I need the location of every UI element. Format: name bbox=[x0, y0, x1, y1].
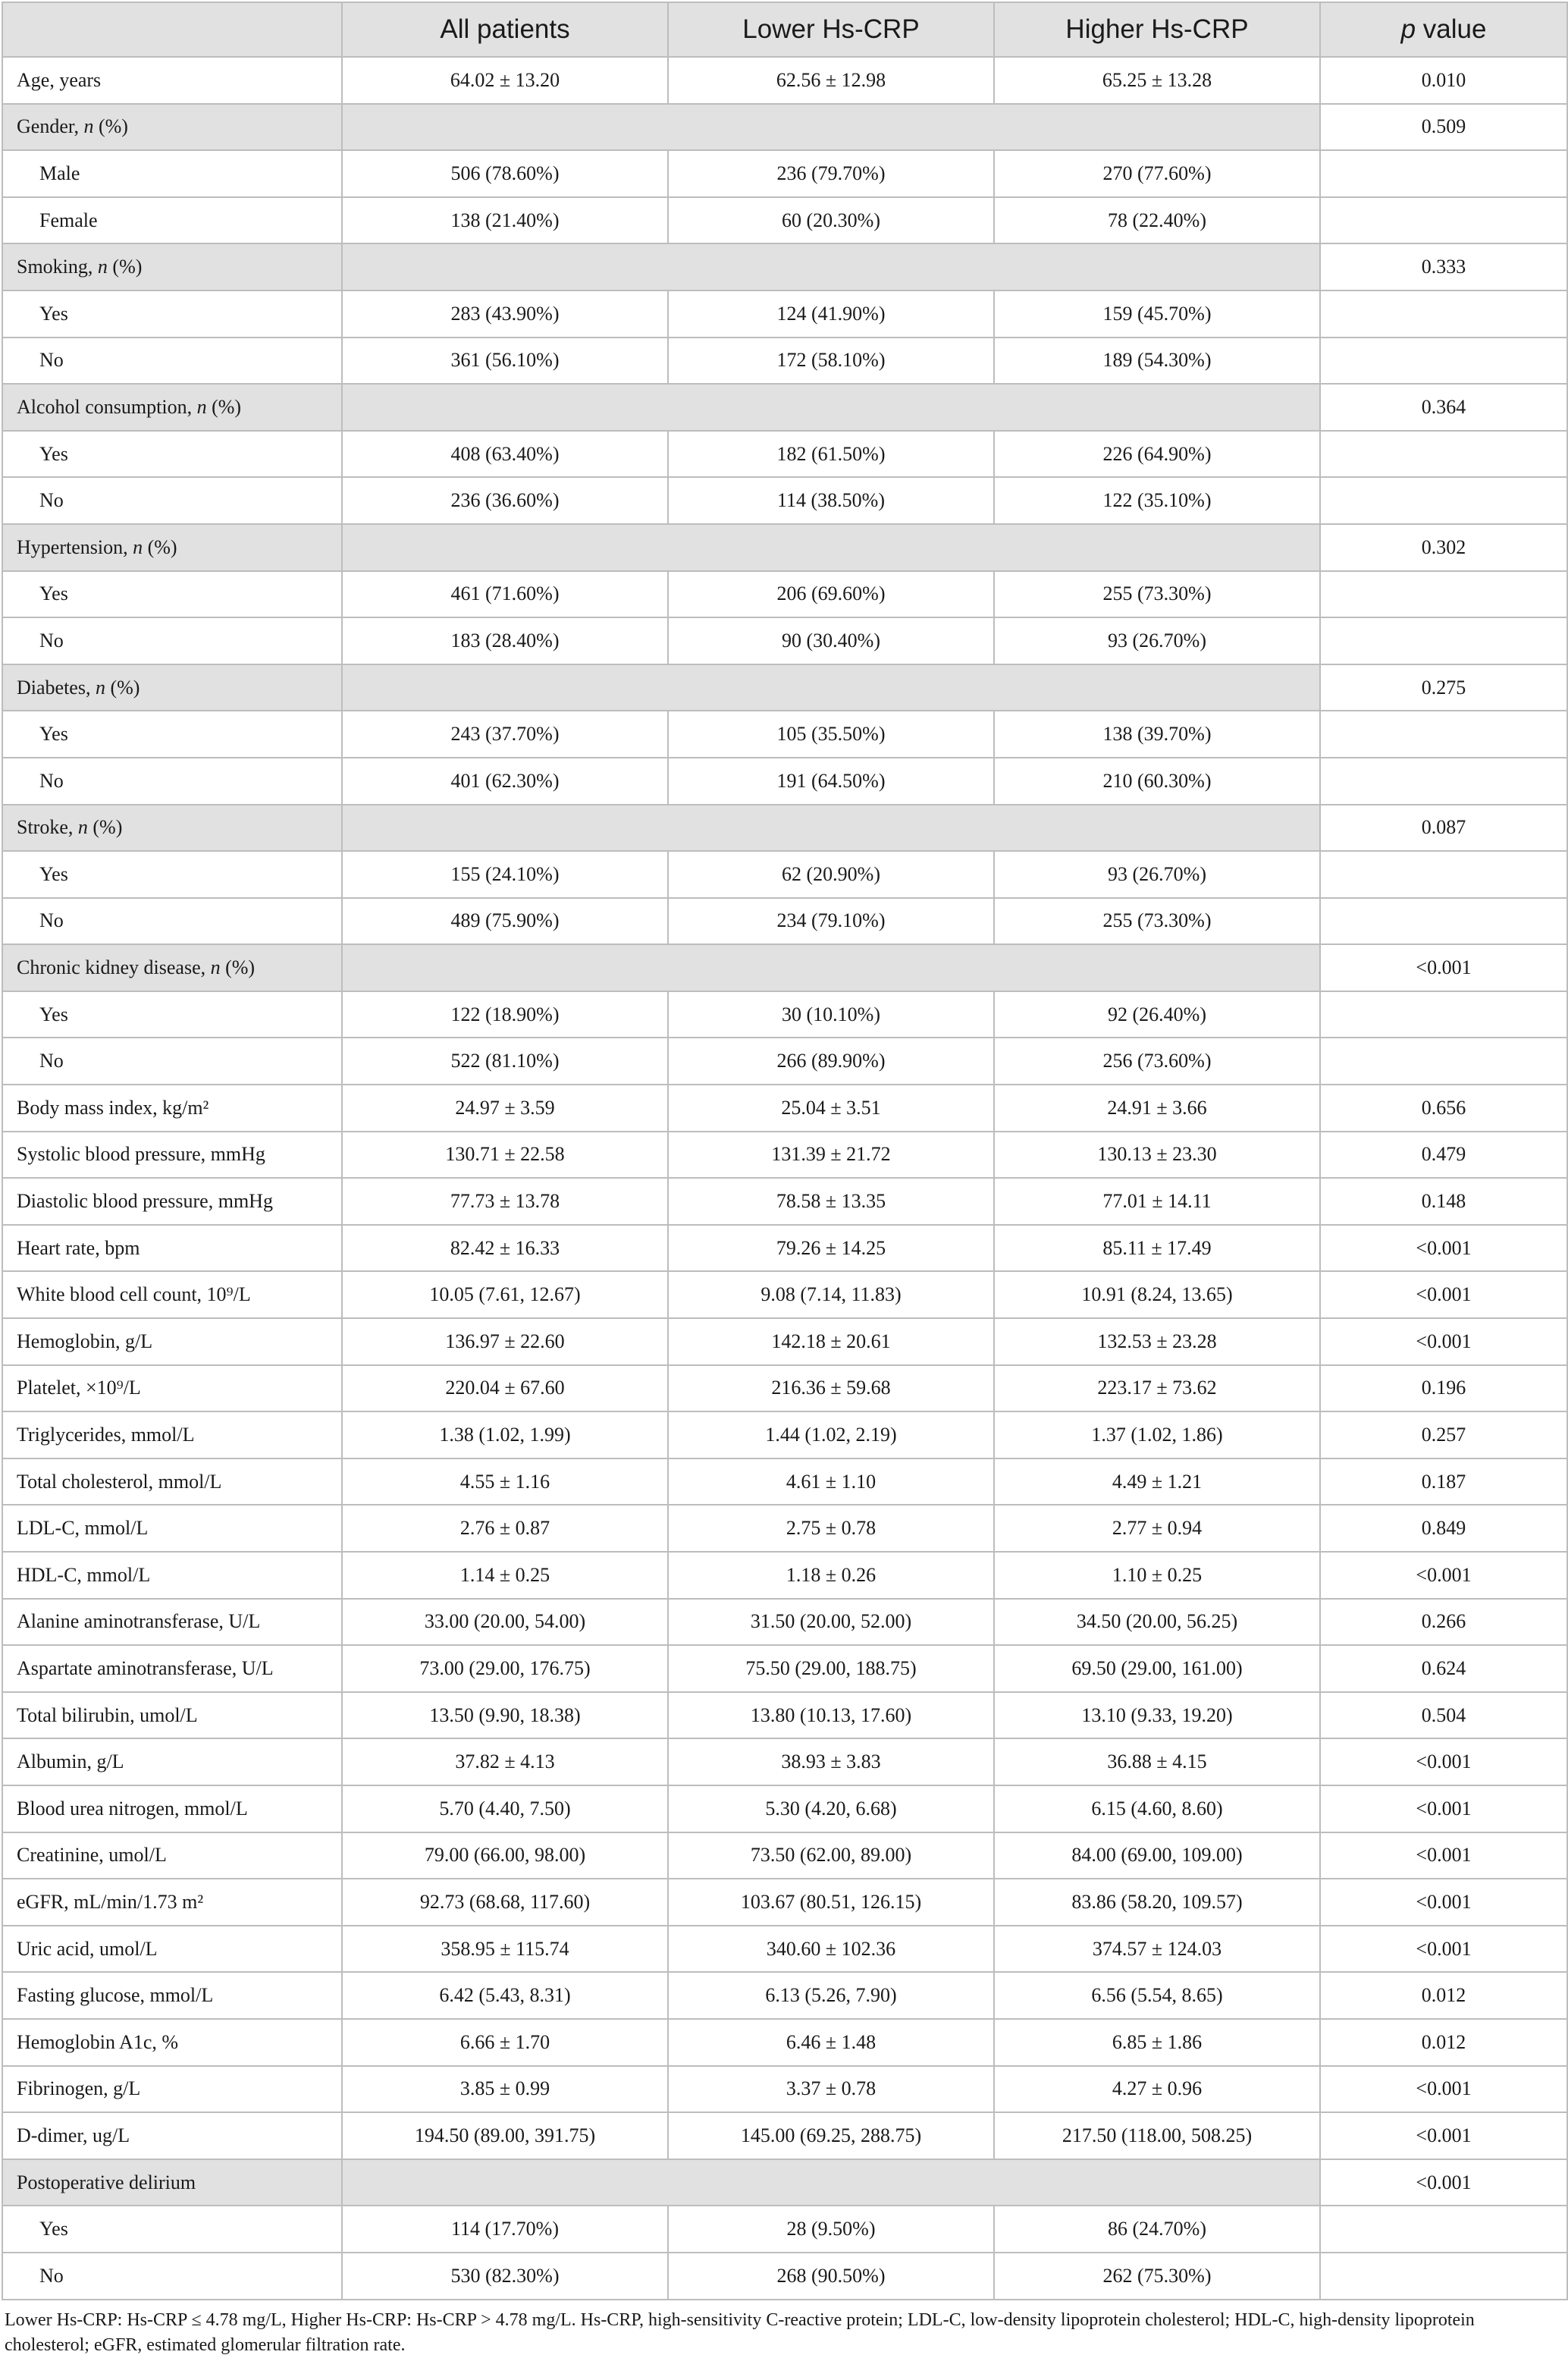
table-row bbox=[2, 338, 1567, 385]
table-row bbox=[2, 1972, 1567, 2019]
variable-label: Uric acid, umol/L bbox=[2, 1926, 342, 1973]
lower-hs-crp-value: 90 (30.40%) bbox=[668, 617, 994, 664]
variable-label: White blood cell count, 10⁹/L bbox=[2, 1271, 342, 1318]
p-value bbox=[1320, 2206, 1567, 2253]
subcategory-label: No bbox=[2, 617, 342, 664]
p-value: 0.010 bbox=[1320, 57, 1567, 104]
subcategory-label: Yes bbox=[2, 991, 342, 1038]
p-value: 0.849 bbox=[1320, 1505, 1567, 1552]
higher-hs-crp-value: 2.77 ± 0.94 bbox=[994, 1505, 1320, 1552]
table-row bbox=[2, 290, 1567, 338]
all-patients-value: 13.50 (9.90, 18.38) bbox=[342, 1692, 668, 1739]
lower-hs-crp-value: 236 (79.70%) bbox=[668, 150, 994, 197]
higher-hs-crp-value: 6.85 ± 1.86 bbox=[994, 2019, 1320, 2066]
lower-hs-crp-value: 103.67 (80.51, 126.15) bbox=[668, 1879, 994, 1926]
subcategory-label: No bbox=[2, 1038, 342, 1085]
variable-label: Triglycerides, mmol/L bbox=[2, 1411, 342, 1458]
lower-hs-crp-value: 75.50 (29.00, 188.75) bbox=[668, 1645, 994, 1692]
table-row bbox=[2, 1879, 1567, 1926]
p-value bbox=[1320, 898, 1567, 945]
subcategory-label: Yes bbox=[2, 571, 342, 618]
all-patients-value: 236 (36.60%) bbox=[342, 477, 668, 524]
p-value: <0.001 bbox=[1320, 1552, 1567, 1599]
header-p-value: p value bbox=[1320, 2, 1567, 57]
p-value: 0.196 bbox=[1320, 1365, 1567, 1412]
lower-hs-crp-value: 105 (35.50%) bbox=[668, 711, 994, 758]
p-value bbox=[1320, 571, 1567, 618]
p-value bbox=[1320, 851, 1567, 898]
all-patients-value: 79.00 (66.00, 98.00) bbox=[342, 1832, 668, 1879]
variable-label: Fibrinogen, g/L bbox=[2, 2066, 342, 2113]
p-value: 0.012 bbox=[1320, 1972, 1567, 2019]
table-row bbox=[2, 711, 1567, 758]
higher-hs-crp-value: 77.01 ± 14.11 bbox=[994, 1178, 1320, 1225]
p-symbol: p bbox=[1400, 14, 1416, 44]
lower-hs-crp-value: 6.46 ± 1.48 bbox=[668, 2019, 994, 2066]
header-higher-hs-crp: Higher Hs-CRP bbox=[994, 2, 1320, 57]
p-value: <0.001 bbox=[1320, 1879, 1567, 1926]
table-row bbox=[2, 477, 1567, 524]
table-row bbox=[2, 1085, 1567, 1132]
higher-hs-crp-value: 1.10 ± 0.25 bbox=[994, 1552, 1320, 1599]
table-row bbox=[2, 851, 1567, 898]
subcategory-label: No bbox=[2, 477, 342, 524]
table-row bbox=[2, 1365, 1567, 1412]
table-row bbox=[2, 1738, 1567, 1785]
variable-label: Chronic kidney disease, n (%) bbox=[2, 944, 342, 991]
higher-hs-crp-value: 130.13 ± 23.30 bbox=[994, 1132, 1320, 1179]
variable-label: Postoperative delirium bbox=[2, 2159, 342, 2206]
lower-hs-crp-value: 234 (79.10%) bbox=[668, 898, 994, 945]
higher-hs-crp-value: 6.15 (4.60, 8.60) bbox=[994, 1785, 1320, 1832]
p-value: 0.187 bbox=[1320, 1458, 1567, 1506]
variable-label: LDL-C, mmol/L bbox=[2, 1505, 342, 1552]
category-row bbox=[2, 944, 1567, 991]
all-patients-value: 408 (63.40%) bbox=[342, 431, 668, 478]
p-value bbox=[1320, 1038, 1567, 1085]
subcategory-label: Yes bbox=[2, 851, 342, 898]
lower-hs-crp-value: 266 (89.90%) bbox=[668, 1038, 994, 1085]
higher-hs-crp-value: 86 (24.70%) bbox=[994, 2206, 1320, 2253]
table-row bbox=[2, 1692, 1567, 1739]
p-value: 0.302 bbox=[1320, 524, 1567, 571]
variable-label: Age, years bbox=[2, 57, 342, 104]
n-symbol: n bbox=[83, 115, 94, 138]
p-value: 0.479 bbox=[1320, 1132, 1567, 1179]
category-span-cell bbox=[342, 524, 1320, 571]
lower-hs-crp-value: 79.26 ± 14.25 bbox=[668, 1225, 994, 1272]
table-row bbox=[2, 2112, 1567, 2159]
p-value: 0.275 bbox=[1320, 664, 1567, 711]
higher-hs-crp-value: 217.50 (118.00, 508.25) bbox=[994, 2112, 1320, 2159]
table-row bbox=[2, 1318, 1567, 1365]
lower-hs-crp-value: 62.56 ± 12.98 bbox=[668, 57, 994, 104]
all-patients-value: 122 (18.90%) bbox=[342, 991, 668, 1038]
table-row bbox=[2, 1038, 1567, 1085]
table-row bbox=[2, 2253, 1567, 2300]
header-row bbox=[2, 2, 1567, 57]
table-row bbox=[2, 57, 1567, 104]
variable-label: eGFR, mL/min/1.73 m² bbox=[2, 1879, 342, 1926]
table-row bbox=[2, 1599, 1567, 1646]
p-value: <0.001 bbox=[1320, 1738, 1567, 1785]
variable-label: Gender, n (%) bbox=[2, 104, 342, 151]
higher-hs-crp-value: 223.17 ± 73.62 bbox=[994, 1365, 1320, 1412]
p-value bbox=[1320, 758, 1567, 805]
header-lower-hs-crp: Lower Hs-CRP bbox=[668, 2, 994, 57]
p-value bbox=[1320, 991, 1567, 1038]
table-row bbox=[2, 197, 1567, 244]
variable-label: Stroke, n (%) bbox=[2, 805, 342, 852]
variable-label: D-dimer, ug/L bbox=[2, 2112, 342, 2159]
n-symbol: n bbox=[196, 395, 207, 418]
all-patients-value: 6.66 ± 1.70 bbox=[342, 2019, 668, 2066]
higher-hs-crp-value: 262 (75.30%) bbox=[994, 2253, 1320, 2300]
subcategory-label: Yes bbox=[2, 2206, 342, 2253]
all-patients-value: 401 (62.30%) bbox=[342, 758, 668, 805]
lower-hs-crp-value: 191 (64.50%) bbox=[668, 758, 994, 805]
n-symbol: n bbox=[97, 256, 108, 278]
p-value bbox=[1320, 711, 1567, 758]
variable-label: Systolic blood pressure, mmHg bbox=[2, 1132, 342, 1179]
variable-label: Total cholesterol, mmol/L bbox=[2, 1458, 342, 1506]
lower-hs-crp-value: 5.30 (4.20, 6.68) bbox=[668, 1785, 994, 1832]
category-span-cell bbox=[342, 805, 1320, 852]
variable-label: Creatinine, umol/L bbox=[2, 1832, 342, 1879]
lower-hs-crp-value: 3.37 ± 0.78 bbox=[668, 2066, 994, 2113]
table-row bbox=[2, 571, 1567, 618]
table-row bbox=[2, 1785, 1567, 1832]
table-row bbox=[2, 150, 1567, 197]
all-patients-value: 155 (24.10%) bbox=[342, 851, 668, 898]
higher-hs-crp-value: 93 (26.70%) bbox=[994, 617, 1320, 664]
higher-hs-crp-value: 36.88 ± 4.15 bbox=[994, 1738, 1320, 1785]
lower-hs-crp-value: 206 (69.60%) bbox=[668, 571, 994, 618]
higher-hs-crp-value: 270 (77.60%) bbox=[994, 150, 1320, 197]
table-row bbox=[2, 1832, 1567, 1879]
all-patients-value: 73.00 (29.00, 176.75) bbox=[342, 1645, 668, 1692]
p-value bbox=[1320, 290, 1567, 338]
higher-hs-crp-value: 226 (64.90%) bbox=[994, 431, 1320, 478]
lower-hs-crp-value: 145.00 (69.25, 288.75) bbox=[668, 2112, 994, 2159]
higher-hs-crp-value: 69.50 (29.00, 161.00) bbox=[994, 1645, 1320, 1692]
subcategory-label: No bbox=[2, 898, 342, 945]
all-patients-value: 5.70 (4.40, 7.50) bbox=[342, 1785, 668, 1832]
lower-hs-crp-value: 9.08 (7.14, 11.83) bbox=[668, 1271, 994, 1318]
all-patients-value: 220.04 ± 67.60 bbox=[342, 1365, 668, 1412]
table-row bbox=[2, 898, 1567, 945]
n-symbol: n bbox=[210, 956, 221, 979]
all-patients-value: 506 (78.60%) bbox=[342, 150, 668, 197]
variable-label: Platelet, ×10⁹/L bbox=[2, 1365, 342, 1412]
table-body bbox=[2, 57, 1567, 2300]
p-value: 0.087 bbox=[1320, 805, 1567, 852]
all-patients-value: 530 (82.30%) bbox=[342, 2253, 668, 2300]
higher-hs-crp-value: 1.37 (1.02, 1.86) bbox=[994, 1411, 1320, 1458]
lower-hs-crp-value: 60 (20.30%) bbox=[668, 197, 994, 244]
all-patients-value: 358.95 ± 115.74 bbox=[342, 1926, 668, 1973]
lower-hs-crp-value: 6.13 (5.26, 7.90) bbox=[668, 1972, 994, 2019]
table-row bbox=[2, 1132, 1567, 1179]
lower-hs-crp-value: 124 (41.90%) bbox=[668, 290, 994, 338]
variable-label: HDL-C, mmol/L bbox=[2, 1552, 342, 1599]
category-row bbox=[2, 243, 1567, 290]
higher-hs-crp-value: 92 (26.40%) bbox=[994, 991, 1320, 1038]
table-row bbox=[2, 2206, 1567, 2253]
higher-hs-crp-value: 255 (73.30%) bbox=[994, 571, 1320, 618]
lower-hs-crp-value: 268 (90.50%) bbox=[668, 2253, 994, 2300]
lower-hs-crp-value: 25.04 ± 3.51 bbox=[668, 1085, 994, 1132]
p-value bbox=[1320, 477, 1567, 524]
table-row bbox=[2, 1271, 1567, 1318]
lower-hs-crp-value: 172 (58.10%) bbox=[668, 338, 994, 385]
lower-hs-crp-value: 142.18 ± 20.61 bbox=[668, 1318, 994, 1365]
subcategory-label: No bbox=[2, 758, 342, 805]
table-row bbox=[2, 1458, 1567, 1506]
lower-hs-crp-value: 2.75 ± 0.78 bbox=[668, 1505, 994, 1552]
all-patients-value: 283 (43.90%) bbox=[342, 290, 668, 338]
p-value: <0.001 bbox=[1320, 1225, 1567, 1272]
variable-label: Diastolic blood pressure, mmHg bbox=[2, 1178, 342, 1225]
category-row bbox=[2, 384, 1567, 431]
category-row bbox=[2, 664, 1567, 711]
all-patients-value: 243 (37.70%) bbox=[342, 711, 668, 758]
all-patients-value: 77.73 ± 13.78 bbox=[342, 1178, 668, 1225]
p-value bbox=[1320, 2253, 1567, 2300]
all-patients-value: 1.38 (1.02, 1.99) bbox=[342, 1411, 668, 1458]
higher-hs-crp-value: 6.56 (5.54, 8.65) bbox=[994, 1972, 1320, 2019]
p-value: <0.001 bbox=[1320, 2159, 1567, 2206]
category-row bbox=[2, 805, 1567, 852]
p-value bbox=[1320, 617, 1567, 664]
higher-hs-crp-value: 78 (22.40%) bbox=[994, 197, 1320, 244]
table-row bbox=[2, 1926, 1567, 1973]
n-symbol: n bbox=[133, 535, 143, 558]
all-patients-value: 4.55 ± 1.16 bbox=[342, 1458, 668, 1506]
table-row bbox=[2, 1411, 1567, 1458]
lower-hs-crp-value: 131.39 ± 21.72 bbox=[668, 1132, 994, 1179]
higher-hs-crp-value: 10.91 (8.24, 13.65) bbox=[994, 1271, 1320, 1318]
subcategory-label: Female bbox=[2, 197, 342, 244]
all-patients-value: 2.76 ± 0.87 bbox=[342, 1505, 668, 1552]
higher-hs-crp-value: 256 (73.60%) bbox=[994, 1038, 1320, 1085]
higher-hs-crp-value: 122 (35.10%) bbox=[994, 477, 1320, 524]
all-patients-value: 92.73 (68.68, 117.60) bbox=[342, 1879, 668, 1926]
table-row bbox=[2, 758, 1567, 805]
lower-hs-crp-value: 78.58 ± 13.35 bbox=[668, 1178, 994, 1225]
higher-hs-crp-value: 189 (54.30%) bbox=[994, 338, 1320, 385]
all-patients-value: 183 (28.40%) bbox=[342, 617, 668, 664]
higher-hs-crp-value: 374.57 ± 124.03 bbox=[994, 1926, 1320, 1973]
table-row bbox=[2, 991, 1567, 1038]
higher-hs-crp-value: 84.00 (69.00, 109.00) bbox=[994, 1832, 1320, 1879]
baseline-characteristics-table bbox=[2, 2, 1568, 2300]
subcategory-label: No bbox=[2, 2253, 342, 2300]
variable-label: Hemoglobin A1c, % bbox=[2, 2019, 342, 2066]
all-patients-value: 3.85 ± 0.99 bbox=[342, 2066, 668, 2113]
table-row bbox=[2, 1225, 1567, 1272]
variable-label: Heart rate, bpm bbox=[2, 1225, 342, 1272]
p-value bbox=[1320, 431, 1567, 478]
all-patients-value: 82.42 ± 16.33 bbox=[342, 1225, 668, 1272]
category-span-cell bbox=[342, 2159, 1320, 2206]
category-span-cell bbox=[342, 664, 1320, 711]
table-row bbox=[2, 1552, 1567, 1599]
variable-label: Total bilirubin, umol/L bbox=[2, 1692, 342, 1739]
higher-hs-crp-value: 138 (39.70%) bbox=[994, 711, 1320, 758]
variable-label: Diabetes, n (%) bbox=[2, 664, 342, 711]
p-value: <0.001 bbox=[1320, 944, 1567, 991]
higher-hs-crp-value: 4.27 ± 0.96 bbox=[994, 2066, 1320, 2113]
all-patients-value: 37.82 ± 4.13 bbox=[342, 1738, 668, 1785]
subcategory-label: Yes bbox=[2, 711, 342, 758]
lower-hs-crp-value: 30 (10.10%) bbox=[668, 991, 994, 1038]
all-patients-value: 10.05 (7.61, 12.67) bbox=[342, 1271, 668, 1318]
lower-hs-crp-value: 1.18 ± 0.26 bbox=[668, 1552, 994, 1599]
lower-hs-crp-value: 31.50 (20.00, 52.00) bbox=[668, 1599, 994, 1646]
table-row bbox=[2, 431, 1567, 478]
all-patients-value: 130.71 ± 22.58 bbox=[342, 1132, 668, 1179]
higher-hs-crp-value: 83.86 (58.20, 109.57) bbox=[994, 1879, 1320, 1926]
p-value: 0.148 bbox=[1320, 1178, 1567, 1225]
all-patients-value: 361 (56.10%) bbox=[342, 338, 668, 385]
lower-hs-crp-value: 182 (61.50%) bbox=[668, 431, 994, 478]
p-value: <0.001 bbox=[1320, 1318, 1567, 1365]
all-patients-value: 33.00 (20.00, 54.00) bbox=[342, 1599, 668, 1646]
category-row bbox=[2, 104, 1567, 151]
variable-label: Aspartate aminotransferase, U/L bbox=[2, 1645, 342, 1692]
all-patients-value: 194.50 (89.00, 391.75) bbox=[342, 2112, 668, 2159]
lower-hs-crp-value: 38.93 ± 3.83 bbox=[668, 1738, 994, 1785]
table-row bbox=[2, 1178, 1567, 1225]
higher-hs-crp-value: 132.53 ± 23.28 bbox=[994, 1318, 1320, 1365]
category-span-cell bbox=[342, 243, 1320, 290]
p-value: 0.012 bbox=[1320, 2019, 1567, 2066]
p-value: 0.257 bbox=[1320, 1411, 1567, 1458]
category-row bbox=[2, 2159, 1567, 2206]
p-value: <0.001 bbox=[1320, 1785, 1567, 1832]
variable-label: Hypertension, n (%) bbox=[2, 524, 342, 571]
variable-label: Albumin, g/L bbox=[2, 1738, 342, 1785]
higher-hs-crp-value: 85.11 ± 17.49 bbox=[994, 1225, 1320, 1272]
lower-hs-crp-value: 114 (38.50%) bbox=[668, 477, 994, 524]
p-value bbox=[1320, 150, 1567, 197]
higher-hs-crp-value: 65.25 ± 13.28 bbox=[994, 57, 1320, 104]
variable-label: Hemoglobin, g/L bbox=[2, 1318, 342, 1365]
lower-hs-crp-value: 73.50 (62.00, 89.00) bbox=[668, 1832, 994, 1879]
variable-label: Alanine aminotransferase, U/L bbox=[2, 1599, 342, 1646]
p-value: <0.001 bbox=[1320, 1832, 1567, 1879]
p-value: 0.266 bbox=[1320, 1599, 1567, 1646]
all-patients-value: 136.97 ± 22.60 bbox=[342, 1318, 668, 1365]
all-patients-value: 64.02 ± 13.20 bbox=[342, 57, 668, 104]
lower-hs-crp-value: 340.60 ± 102.36 bbox=[668, 1926, 994, 1973]
p-value: 0.656 bbox=[1320, 1085, 1567, 1132]
lower-hs-crp-value: 13.80 (10.13, 17.60) bbox=[668, 1692, 994, 1739]
p-value: 0.624 bbox=[1320, 1645, 1567, 1692]
p-value: <0.001 bbox=[1320, 1271, 1567, 1318]
table-row bbox=[2, 617, 1567, 664]
all-patients-value: 522 (81.10%) bbox=[342, 1038, 668, 1085]
p-value: 0.364 bbox=[1320, 384, 1567, 431]
higher-hs-crp-value: 34.50 (20.00, 56.25) bbox=[994, 1599, 1320, 1646]
subcategory-label: Male bbox=[2, 150, 342, 197]
variable-label: Body mass index, kg/m² bbox=[2, 1085, 342, 1132]
lower-hs-crp-value: 4.61 ± 1.10 bbox=[668, 1458, 994, 1506]
n-symbol: n bbox=[77, 816, 88, 839]
all-patients-value: 138 (21.40%) bbox=[342, 197, 668, 244]
higher-hs-crp-value: 24.91 ± 3.66 bbox=[994, 1085, 1320, 1132]
higher-hs-crp-value: 210 (60.30%) bbox=[994, 758, 1320, 805]
header-all-patients: All patients bbox=[342, 2, 668, 57]
n-symbol: n bbox=[95, 676, 105, 699]
p-value: 0.504 bbox=[1320, 1692, 1567, 1739]
all-patients-value: 24.97 ± 3.59 bbox=[342, 1085, 668, 1132]
variable-label: Blood urea nitrogen, mmol/L bbox=[2, 1785, 342, 1832]
p-value bbox=[1320, 338, 1567, 385]
all-patients-value: 114 (17.70%) bbox=[342, 2206, 668, 2253]
all-patients-value: 6.42 (5.43, 8.31) bbox=[342, 1972, 668, 2019]
higher-hs-crp-value: 255 (73.30%) bbox=[994, 898, 1320, 945]
subcategory-label: Yes bbox=[2, 431, 342, 478]
subcategory-label: No bbox=[2, 338, 342, 385]
higher-hs-crp-value: 93 (26.70%) bbox=[994, 851, 1320, 898]
lower-hs-crp-value: 62 (20.90%) bbox=[668, 851, 994, 898]
p-value: <0.001 bbox=[1320, 2066, 1567, 2113]
p-value: 0.333 bbox=[1320, 243, 1567, 290]
category-span-cell bbox=[342, 104, 1320, 151]
table-row bbox=[2, 2066, 1567, 2113]
table-row bbox=[2, 1505, 1567, 1552]
variable-label: Alcohol consumption, n (%) bbox=[2, 384, 342, 431]
category-row bbox=[2, 524, 1567, 571]
subcategory-label: Yes bbox=[2, 290, 342, 338]
header-cell-blank bbox=[2, 2, 342, 57]
higher-hs-crp-value: 4.49 ± 1.21 bbox=[994, 1458, 1320, 1506]
higher-hs-crp-value: 159 (45.70%) bbox=[994, 290, 1320, 338]
all-patients-value: 489 (75.90%) bbox=[342, 898, 668, 945]
lower-hs-crp-value: 1.44 (1.02, 2.19) bbox=[668, 1411, 994, 1458]
p-value: 0.509 bbox=[1320, 104, 1567, 151]
table-row bbox=[2, 2019, 1567, 2066]
lower-hs-crp-value: 28 (9.50%) bbox=[668, 2206, 994, 2253]
p-value bbox=[1320, 197, 1567, 244]
category-span-cell bbox=[342, 384, 1320, 431]
lower-hs-crp-value: 216.36 ± 59.68 bbox=[668, 1365, 994, 1412]
p-value: <0.001 bbox=[1320, 1926, 1567, 1973]
category-span-cell bbox=[342, 944, 1320, 991]
table-header bbox=[2, 2, 1567, 57]
p-value: <0.001 bbox=[1320, 2112, 1567, 2159]
higher-hs-crp-value: 13.10 (9.33, 19.20) bbox=[994, 1692, 1320, 1739]
variable-label: Fasting glucose, mmol/L bbox=[2, 1972, 342, 2019]
table-footnote: Lower Hs-CRP: Hs-CRP ≤ 4.78 mg/L, Higher Hs-CRP: Hs-CRP > 4.78 mg/L. Hs-CRP, high-sensitivity C-reactive protein; LDL-C, low-density lipoprotein cholesterol; HDL-C, high-density lipoprotein cholesterol; eGFR, estimated glomerular filtration rate. bbox=[5, 2310, 1475, 2355]
table-row bbox=[2, 1645, 1567, 1692]
variable-label: Smoking, n (%) bbox=[2, 243, 342, 290]
all-patients-value: 1.14 ± 0.25 bbox=[342, 1552, 668, 1599]
all-patients-value: 461 (71.60%) bbox=[342, 571, 668, 618]
